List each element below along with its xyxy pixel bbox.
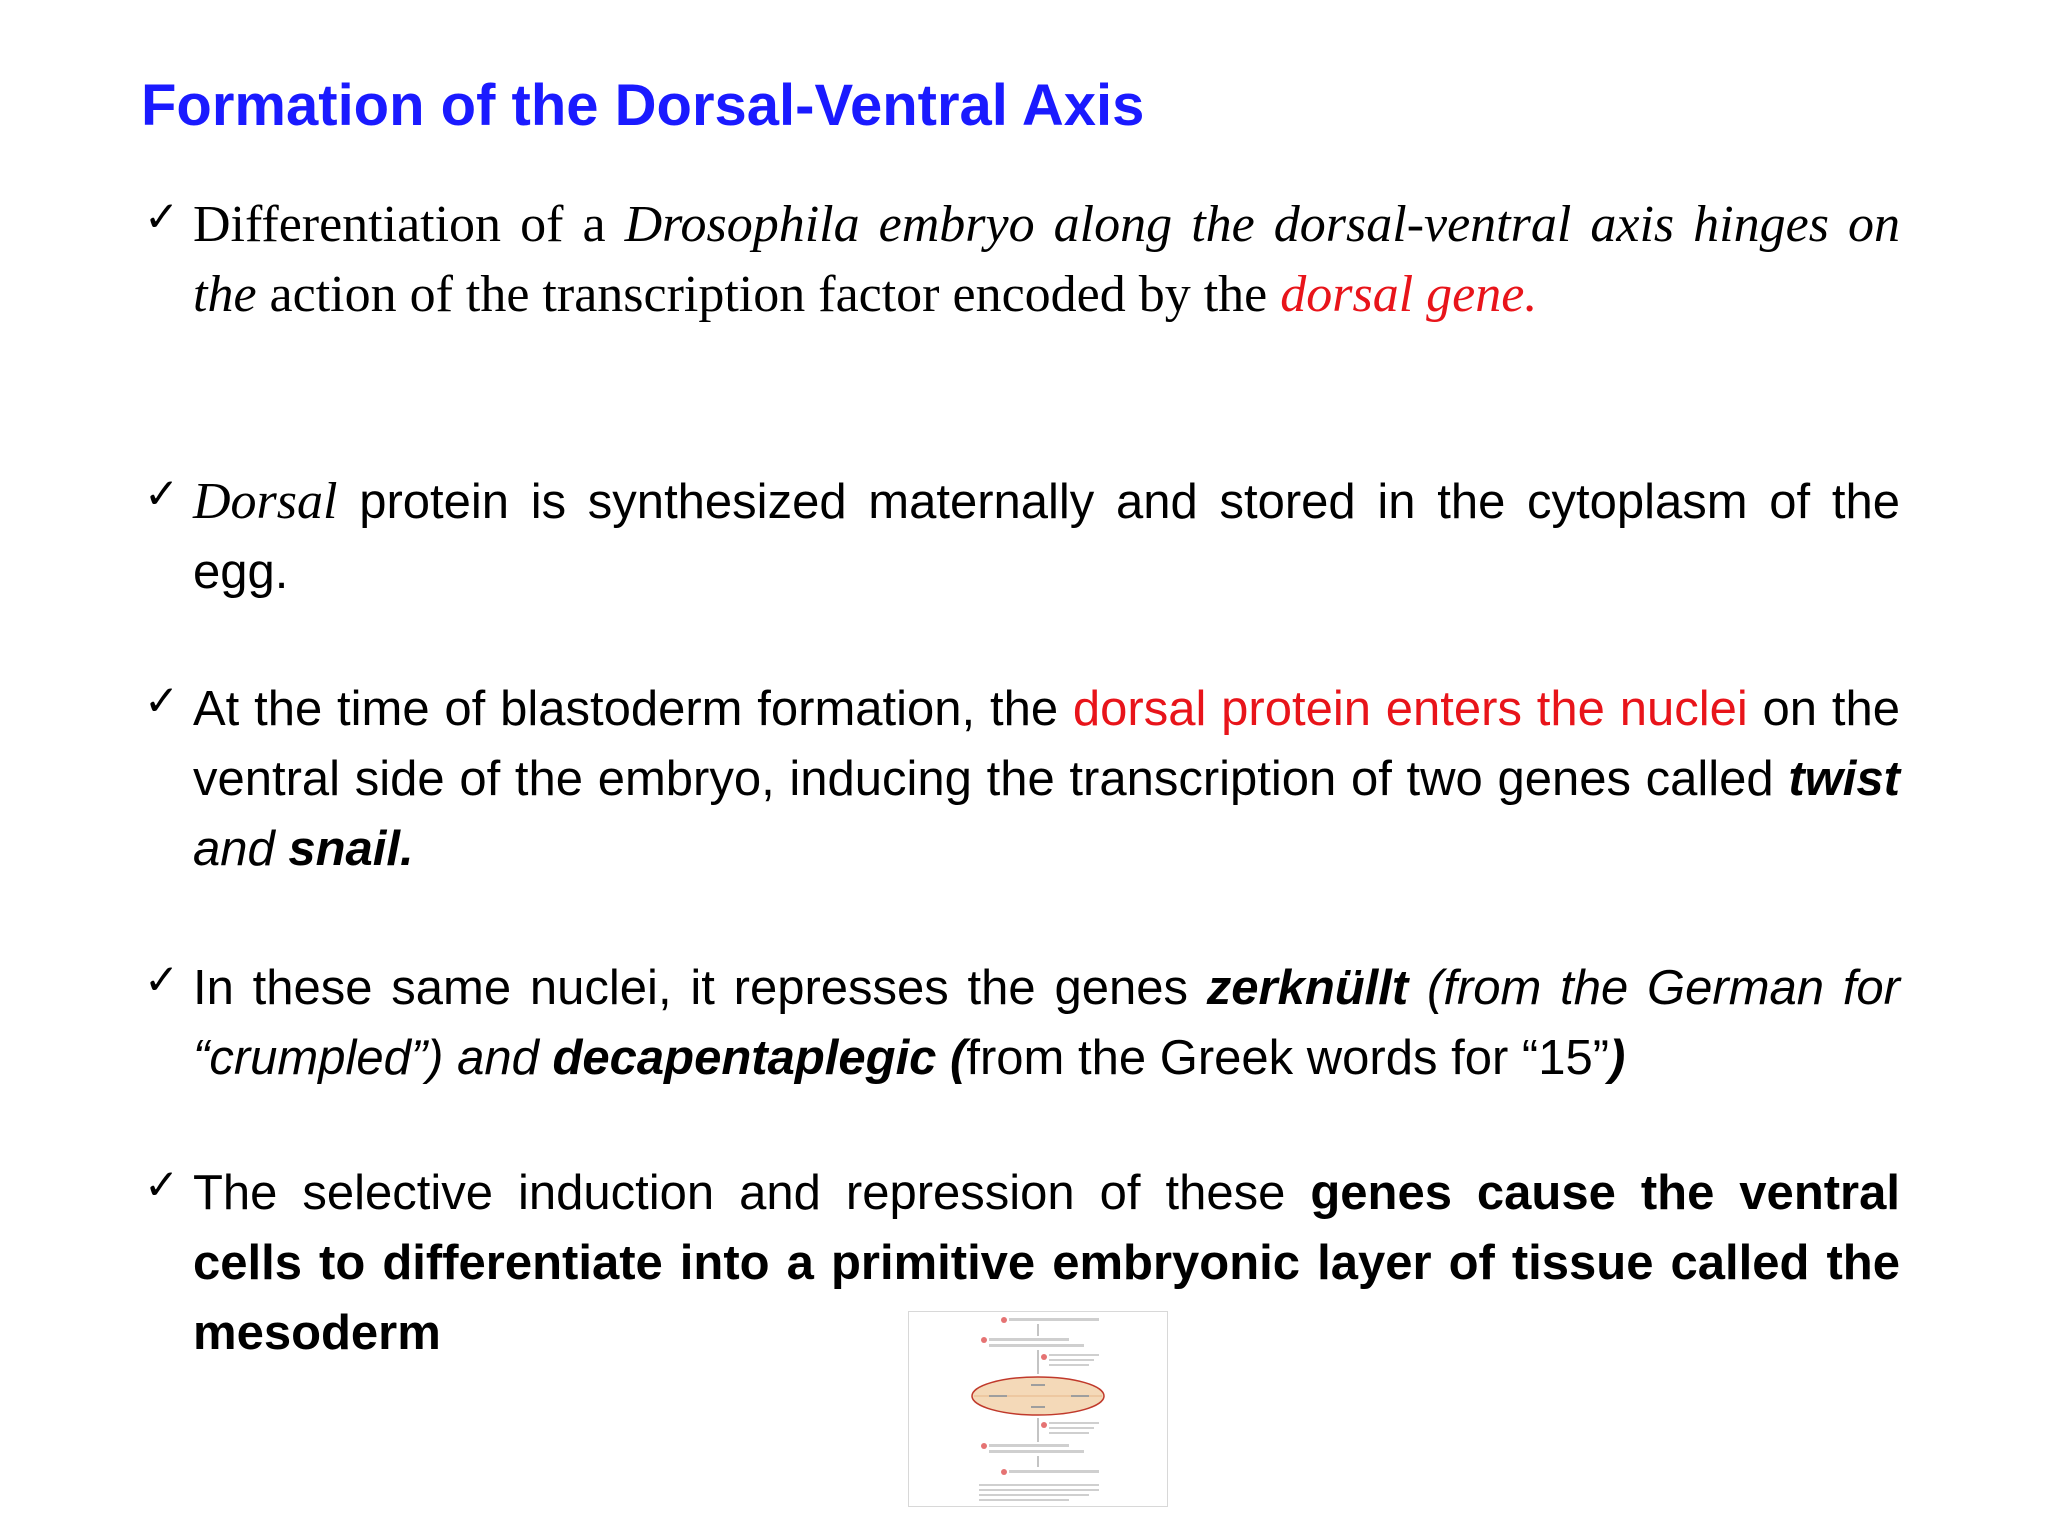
text-run-bold: genes cause the ventral cells to differentiate into a primitive embryonic layer of tissue called the mesoderm [193,1166,1900,1360]
text-run: The selective induction and repression of these [193,1166,1311,1220]
bullet-text [193,190,1900,330]
text-run: on the ventral side of the embryo, inducing the transcription of two genes called [193,682,1900,806]
text-run: In these same nuclei, it represses the genes [193,961,1207,1015]
text-run-bold-italic: ) [1609,1031,1626,1085]
text-run-italic: Drosophila embryo along the dorsal-ventral axis hinges on the [193,196,1901,323]
text-run-bold-italic: zerknüllt [1206,961,1409,1015]
text-run-italic: Dorsal [193,473,338,530]
bullet-text [193,467,1900,607]
text-run: from the Greek words for “15” [966,1031,1610,1085]
text-run-bold-italic: snail. [288,822,414,876]
bullet-text [193,674,1900,884]
bullet-item-3 [144,674,1900,884]
checkmark-icon: ✓ [144,1160,180,1209]
text-run: At the time of blastoderm formation, the [193,682,1073,736]
text-run: Differentiation of a [193,196,625,253]
checkmark-icon: ✓ [144,192,180,241]
checkmark-icon: ✓ [144,955,180,1004]
text-run-italic: and [193,822,289,876]
text-run: action of the transcription factor encoded by the [256,266,1281,323]
bullet-item-1 [144,190,1900,330]
checkmark-icon: ✓ [144,676,180,725]
checkmark-icon: ✓ [144,469,180,518]
bullet-item-4 [144,953,1900,1093]
embryo-diagram-thumbnail-icon [908,1311,1168,1507]
text-run: protein is synthesized maternally and stored in the cytoplasm of the egg. [193,475,1900,599]
bullet-item-2 [144,467,1900,607]
page-title: Formation of the Dorsal-Ventral Axis [141,73,1145,138]
text-run-bold-italic: decapentaplegic ( [552,1031,967,1085]
text-run-highlight: dorsal protein enters the nuclei [1072,682,1748,736]
text-run-italic: (from the German for “crumpled”) and [193,961,1900,1085]
bullet-text [193,953,1900,1093]
text-run-bold-italic: twist [1788,752,1900,806]
text-run-highlight: dorsal gene. [1280,266,1538,323]
